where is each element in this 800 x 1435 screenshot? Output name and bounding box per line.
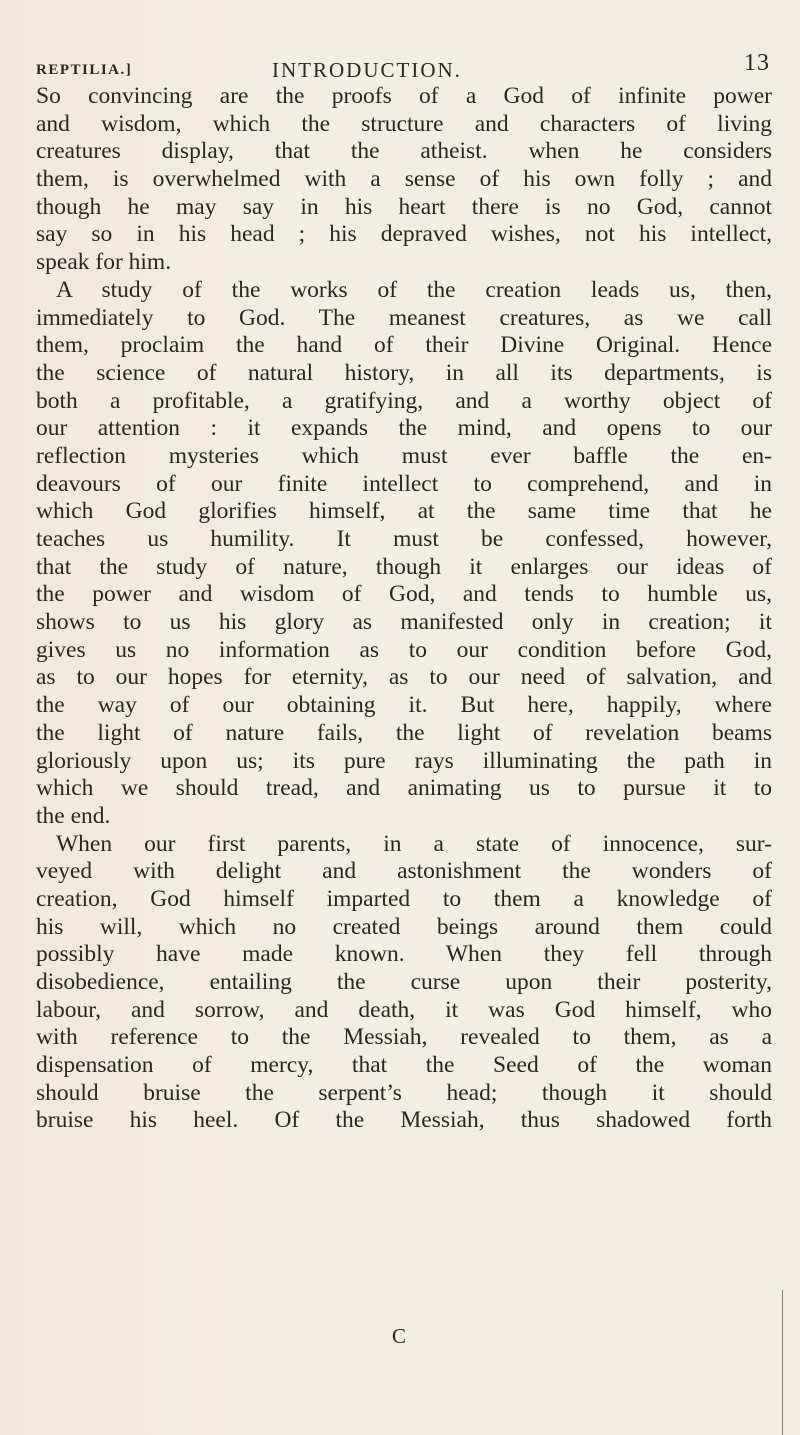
text-line: which God glorifies himself, at the same time that he [36,498,772,525]
text-line: as to our hopes for eternity, as to our need of salvation, and [36,664,772,691]
text-line: So convincing are the proofs of a God of infinite power [36,83,772,109]
text-line: and wisdom, which the structure and characters of living [36,110,772,137]
text-line: labour, and sorrow, and death, it was God himself, who [36,996,772,1023]
text-line: creation, God himself imparted to them a knowledge of [36,885,772,912]
text-line: speak for him. [36,249,172,276]
text-line: with reference to the Messiah, revealed to them, as a [36,1024,772,1051]
page-number: 13 [744,50,770,76]
text-line: teaches us humility. It must be confessed, however, [36,526,772,552]
text-line: bruise his heel. Of the Messiah, thus shadowed forth [36,1107,772,1134]
text-line: our attention : it expands the mind, and opens to our [36,415,772,442]
text-line: the power and wisdom of God, and tends to humble us, [36,581,772,608]
text-line: When our first parents, in a state of innocence, sur- [56,830,772,857]
text-line: possibly have made known. When they fell through [36,941,772,968]
text-line: gloriously upon us; its pure rays illuminating the path in [36,747,772,774]
text-line: dispensation of mercy, that the Seed of the woman [36,1052,772,1079]
text-line: deavours of our finite intellect to comprehend, and in [36,470,772,497]
text-line: say so in his head ; his depraved wishes, not his intellect, [36,221,772,248]
body-text [36,83,772,1135]
text-line: creatures display, that the atheist. when he considers [36,138,772,165]
text-line: that the study of nature, though it enlarges our ideas of [36,553,772,580]
text-line: reflection mysteries which must ever baffle the en- [36,442,772,469]
text-line: the science of natural history, in all its departments, is [36,359,772,386]
text-line: shows to us his glory as manifested only in creation; it [36,609,772,636]
text-line: them, is overwhelmed with a sense of his own folly ; and [36,166,772,193]
text-line: veyed with delight and astonishment the wonders of [36,858,772,885]
text-line: both a profitable, a gratifying, and a worthy object of [36,387,772,414]
text-line: his will, which no created beings around them could [36,913,772,940]
signature-mark: C [392,1324,407,1348]
text-line: them, proclaim the hand of their Divine Original. Hence [36,332,772,359]
text-line: which we should tread, and animating us to pursue it to [36,775,772,802]
text-line: A study of the works of the creation leads us, then, [56,276,772,303]
text-line: immediately to God. The meanest creatures, as we call [36,304,772,331]
text-line: though he may say in his heart there is no God, cannot [36,193,772,220]
text-line: gives us no information as to our condition before God, [36,636,772,663]
text-line: disobedience, entailing the curse upon their posterity, [36,969,772,995]
text-line: the light of nature fails, the light of revelation beams [36,719,772,746]
page-edge-rule [782,1290,783,1435]
text-line: the end. [36,802,111,829]
text-line: should bruise the serpent’s head; though it should [36,1079,772,1106]
running-head-section: REPTILIA.] [36,62,133,78]
running-head-title: INTRODUCTION. [272,58,462,82]
text-line: the way of our obtaining it. But here, happily, where [36,692,772,719]
